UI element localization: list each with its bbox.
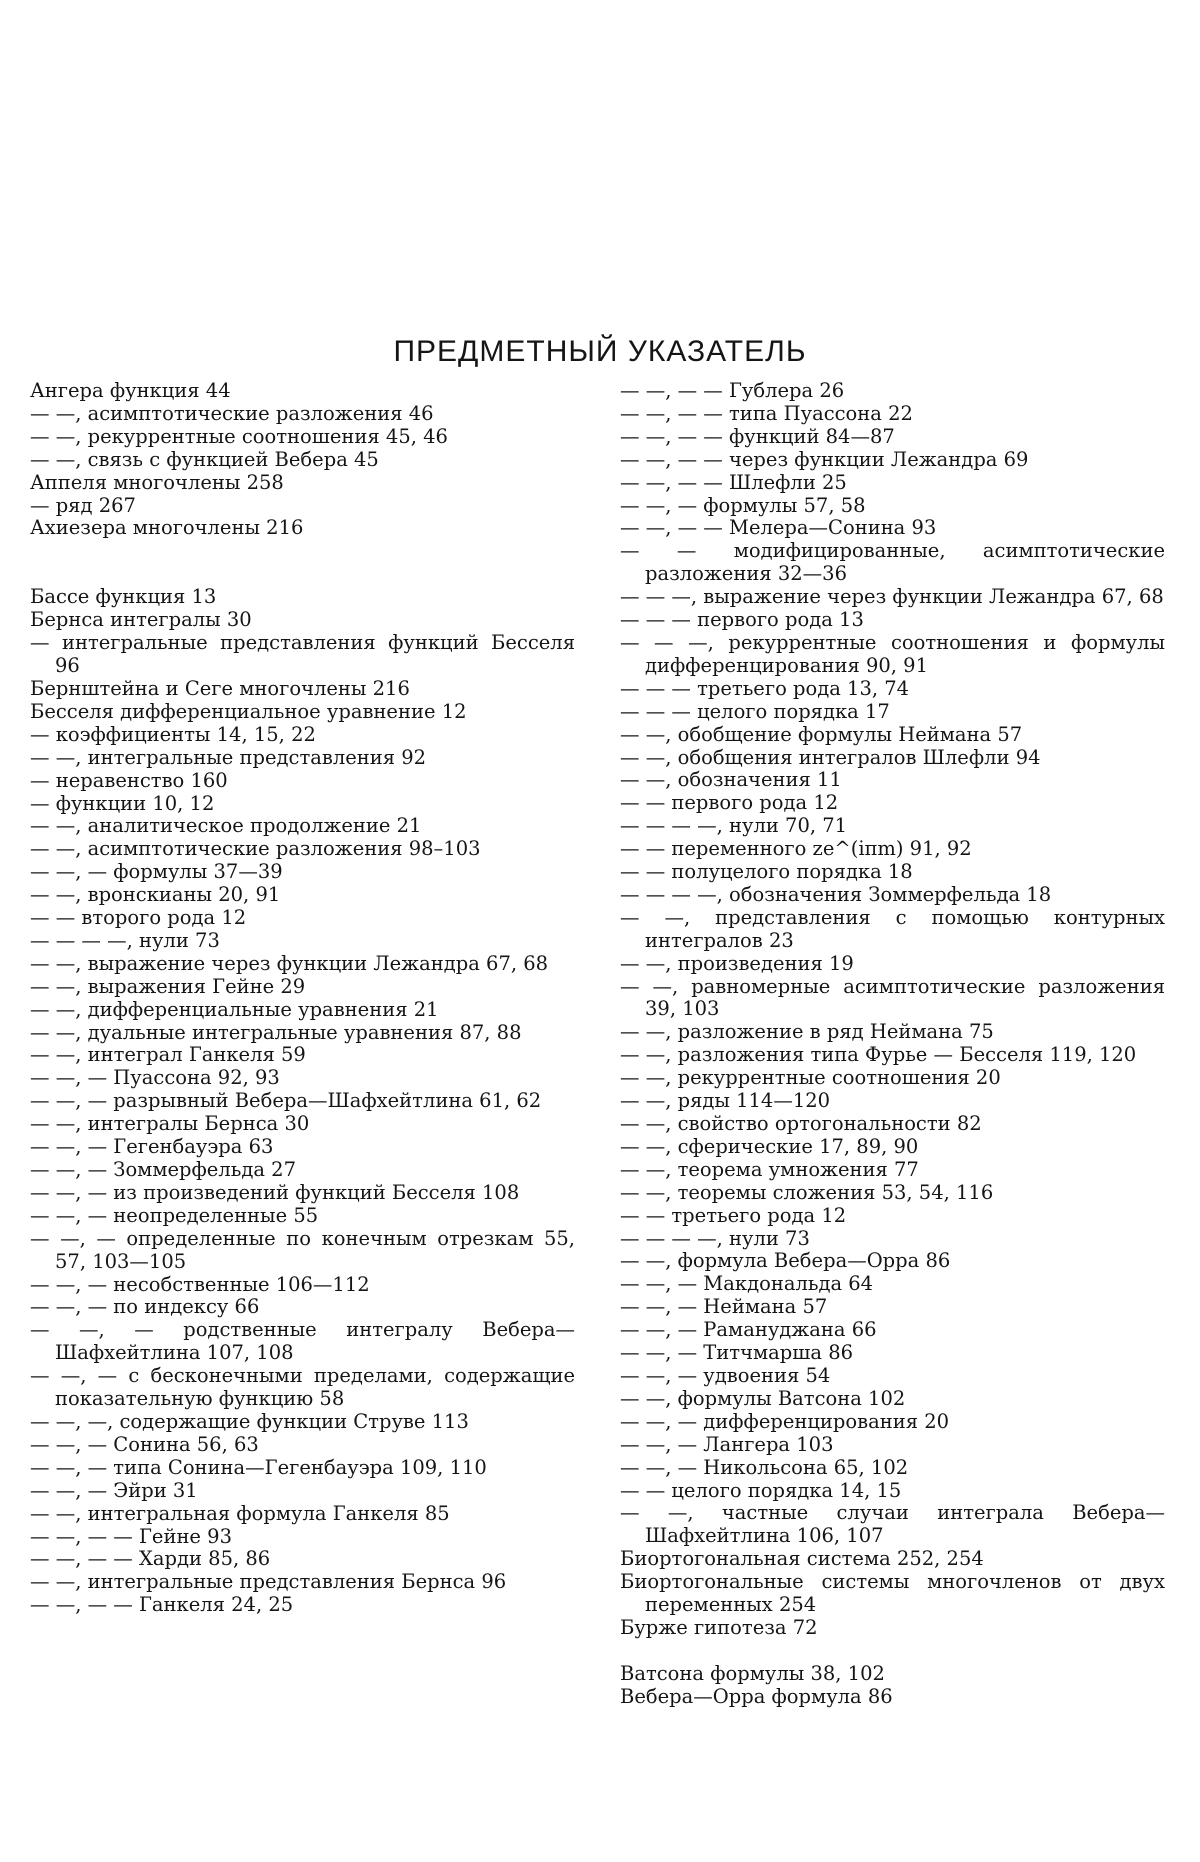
index-entry: — — — целого порядка 17 (620, 699, 890, 723)
index-entry: — —, асимптотические разложения 46 (30, 401, 434, 425)
index-entry: Бернштейна и Сеге многочлены 216 (30, 676, 410, 700)
index-entry: — — — —, нули 73 (620, 1226, 810, 1250)
index-entry: — неравенство 160 (30, 768, 228, 792)
index-entry: — —, — из произведений функций Бесселя 108 (30, 1180, 520, 1204)
index-entry: — —, — удвоения 54 (620, 1363, 831, 1387)
letter-group-gap (30, 540, 575, 586)
index-entry: — — — —, нули 70, 71 (620, 814, 848, 838)
index-entry: — —, представления с помощью контурных интегралов 23 (620, 905, 1165, 952)
index-entry: — — — —, нули 73 (30, 928, 220, 952)
index-entry: Бесселя дифференциальное уравнение 12 (30, 699, 467, 723)
index-entry: Аппеля многочлены 258 (30, 470, 284, 494)
index-entry: — —, — — через функции Лежандра 69 (620, 447, 1029, 471)
index-entry: Ангера функция 44 (30, 379, 231, 402)
index-entry: — —, — Никольсона 65, 102 (620, 1455, 909, 1479)
index-entry: — —, — Сонина 56, 63 (30, 1432, 259, 1456)
index-entry: — —, выражение через функции Лежандра 67, 68 (30, 951, 549, 975)
index-entry: — —, интегральная формула Ганкеля 85 (30, 1501, 450, 1525)
index-entry: — —, — — Ганкеля 24, 25 (30, 1593, 294, 1617)
index-entry: Ахиезера многочлены 216 (30, 516, 304, 540)
index-entry: — —, — Эйри 31 (30, 1478, 198, 1502)
index-entry: Вебера—Орра формула 86 (620, 1684, 893, 1708)
index-entry: — —, — формулы 37—39 (30, 860, 283, 884)
index-entry: — —, выражения Гейне 29 (30, 974, 306, 998)
index-entry: — —, — несобственные 106—112 (30, 1272, 370, 1296)
letter-group-gap (620, 1640, 1165, 1663)
index-entry: Ватсона формулы 38, 102 (620, 1661, 885, 1685)
index-entry: — —, — формулы 57, 58 (620, 493, 866, 517)
index-entry: — —, — Гегенбауэра 63 (30, 1135, 274, 1159)
index-entry: — —, аналитическое продолжение 21 (30, 814, 422, 838)
page-title: ПРЕДМЕТНЫЙ УКАЗАТЕЛЬ (393, 335, 807, 369)
index-entry: — —, — типа Сонина—Гегенбауэра 109, 110 (30, 1455, 487, 1479)
index-entry: — —, рекуррентные соотношения 20 (620, 1066, 1001, 1090)
index-entry: — —, формулы Ватсона 102 (620, 1386, 906, 1410)
index-entry: — —, ряды 114—120 (620, 1089, 831, 1113)
index-entry: — —, — — Шлефли 25 (620, 470, 847, 494)
index-entry: — —, разложения типа Фурье — Бесселя 119, 120 (620, 1043, 1137, 1067)
index-entry: — —, обобщение формулы Неймана 57 (620, 722, 1023, 746)
index-entry: — — полуцелого порядка 18 (620, 860, 913, 884)
index-entry: — —, рекуррентные соотношения 45, 46 (30, 424, 448, 448)
index-entry: — — —, выражение через функции Лежандра 67, 68 (620, 585, 1164, 609)
index-entry: — —, дуальные интегральные уравнения 87, 88 (30, 1020, 522, 1044)
index-entry: — —, асимптотические разложения 98–103 (30, 837, 481, 861)
index-entry: — —, равномерные асимптотические разложения 39, 103 (620, 974, 1165, 1021)
index-entry: — — переменного ze^(iπm) 91, 92 (620, 837, 972, 861)
index-entry: — —, частные случаи интеграла Вебера—Шафхейтлина 106, 107 (620, 1501, 1165, 1548)
index-entry: — —, — Зоммерфельда 27 (30, 1158, 296, 1181)
index-entry: — —, — — Мелера—Сонина 93 (620, 516, 937, 540)
index-entry: Биортогональная система 252, 254 (620, 1547, 984, 1571)
index-entry: — —, — Рамануджана 66 (620, 1318, 877, 1342)
index-entry: Бурже гипотеза 72 (620, 1615, 818, 1639)
index-entry: — —, произведения 19 (620, 951, 854, 975)
index-entry: — — третьего рода 12 (620, 1203, 847, 1227)
left-column (30, 380, 575, 1617)
index-entry: — —, дифференциальные уравнения 21 (30, 997, 439, 1021)
index-entry: Бернса интегралы 30 (30, 608, 252, 632)
index-entry: — —, — Титчмарша 86 (620, 1341, 854, 1365)
index-entry: — —, — Пуассона 92, 93 (30, 1066, 280, 1090)
index-entry: — —, интегральные представления 92 (30, 745, 427, 769)
index-entry: — —, разложение в ряд Неймана 75 (620, 1020, 994, 1044)
index-entry: — —, — с бесконечными пределами, содержащие показательную функцию 58 (30, 1364, 575, 1411)
index-entry: — — первого рода 12 (620, 791, 839, 815)
index-entry: — — модифицированные, асимптотические разложения 32—36 (620, 539, 1165, 586)
index-entry: — —, — — Гейне 93 (30, 1524, 232, 1548)
index-entry: — —, — определенные по конечным отрезкам 55, 57, 103—105 (30, 1226, 575, 1273)
index-entry: — —, интеграл Ганкеля 59 (30, 1043, 306, 1067)
index-entry: — — — —, обозначения Зоммерфельда 18 (620, 882, 1052, 906)
index-entry: — —, — по индексу 66 (30, 1295, 260, 1319)
index-entry: — — —, рекуррентные соотношения и формулы дифференцирования 90, 91 (620, 630, 1165, 677)
index-entry: — —, — — функций 84—87 (620, 424, 895, 448)
index-entry: — —, интегральные представления Бернса 96 (30, 1570, 507, 1594)
index-entry: — —, — — Харди 85, 86 (30, 1547, 271, 1571)
index-entry: — —, — Неймана 57 (620, 1295, 828, 1319)
index-entry: — —, формула Вебера—Орра 86 (620, 1249, 951, 1273)
index-entry: — —, теорема умножения 77 (620, 1157, 919, 1181)
index-entry: — —, связь с функцией Вебера 45 (30, 447, 379, 471)
index-entry: Биортогональные системы многочленов от двух переменных 254 (620, 1570, 1165, 1617)
index-entry: — —, — — Гублера 26 (620, 379, 845, 402)
index-entry: — коэффициенты 14, 15, 22 (30, 722, 316, 746)
index-entry: — —, интегралы Бернса 30 (30, 1112, 310, 1136)
index-entry: — —, — неопределенные 55 (30, 1203, 319, 1227)
index-entry: — функции 10, 12 (30, 791, 215, 815)
index-entry: — —, обозначения 11 (620, 768, 842, 792)
index-entry: — —, —, содержащие функции Струве 113 (30, 1409, 469, 1433)
index-entry: Бассе функция 13 (30, 585, 217, 609)
index-entry: — —, сферические 17, 89, 90 (620, 1134, 919, 1158)
index-entry: — —, — дифференцирования 20 (620, 1409, 950, 1433)
index-entry: — —, — Лангера 103 (620, 1432, 834, 1456)
index-entry: — —, — родственные интегралу Вебера—Шафхейтлина 107, 108 (30, 1318, 575, 1365)
index-entry: — —, — разрывный Вебера—Шафхейтлина 61, 62 (30, 1089, 542, 1113)
index-entry: — ряд 267 (30, 493, 136, 517)
index-entry: — интегральные представления функций Бесселя 96 (30, 631, 575, 678)
index-entry: — —, свойство ортогональности 82 (620, 1112, 982, 1135)
index-entry: — —, теоремы сложения 53, 54, 116 (620, 1180, 994, 1204)
index-entry: — — целого порядка 14, 15 (620, 1478, 902, 1502)
right-column (620, 380, 1165, 1709)
index-entry: — — — первого рода 13 (620, 608, 864, 632)
index-entry: — —, — — типа Пуассона 22 (620, 401, 913, 425)
index-entry: — —, обобщения интегралов Шлефли 94 (620, 745, 1041, 769)
index-entry: — —, — Макдональда 64 (620, 1272, 874, 1296)
index-entry: — — — третьего рода 13, 74 (620, 676, 910, 700)
index-entry: — — второго рода 12 (30, 906, 247, 930)
index-entry: — —, вронскианы 20, 91 (30, 883, 281, 907)
